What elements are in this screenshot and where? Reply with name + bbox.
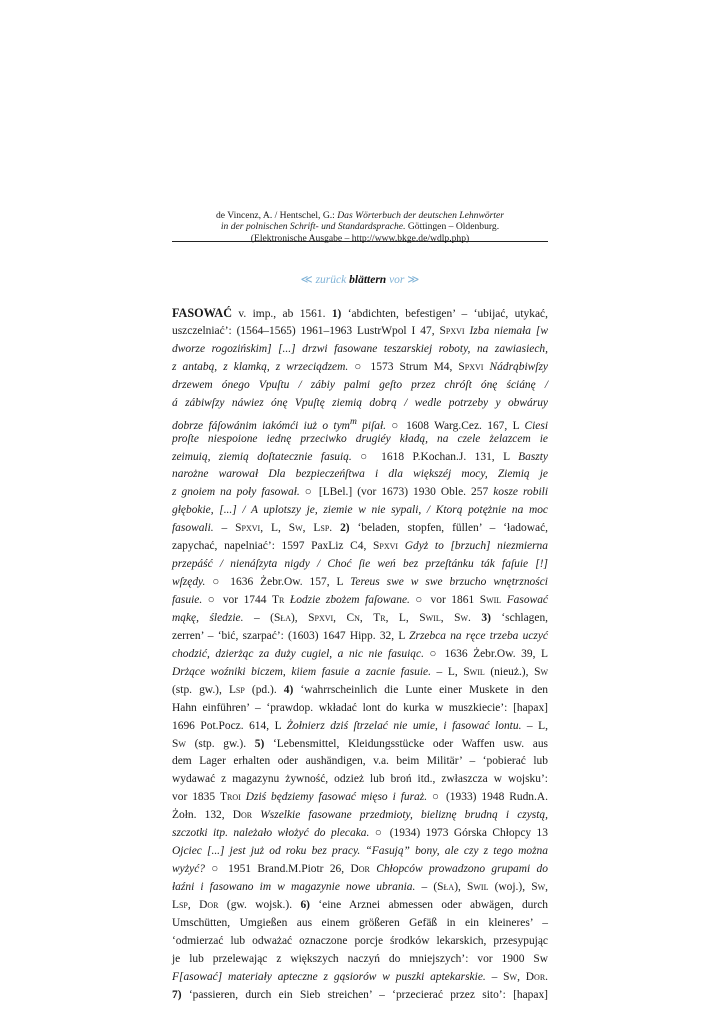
- entry-line: dem Lager erhalten oder aushändigen, v.a. beim Militär’ – ‘pobierać lub: [172, 755, 548, 768]
- header-rule: [172, 241, 548, 242]
- prev-arrow-icon[interactable]: ≪: [300, 274, 313, 286]
- dictionary-entry: [172, 305, 548, 1005]
- entry-line: F[asować] materiały apteczne z gąsiorów w puszki aptekarskie. – Sw, Dor.: [172, 970, 549, 983]
- citation-line-3: (Elektronische Ausgabe – http://www.bkge.de/wdlp.php): [250, 232, 470, 244]
- next-arrow-icon[interactable]: ≫: [407, 274, 420, 286]
- entry-line: á zábiwſzy náwiez ónę Vpuſtę ziemią dobrą / wedle potrzeby y obwáruy: [172, 396, 548, 409]
- entry-line: (stp. gw.), Lsp (pd.). 4) ‘wahrrscheinlich die Lunte einer Muskete in den: [172, 683, 548, 696]
- page-navigation: [172, 273, 548, 287]
- entry-line: vor 1835 Troi Dziś będziemy fasować mięso i furaż. ○ (1933) 1948 Rudn.A.: [172, 791, 549, 804]
- entry-line: je lub przelewając z większych naczyń do mniejszych’: vor 1900 Sw: [172, 952, 548, 965]
- entry-line: fasowali. – Spxvi, L, Sw, Lsp. 2) ‘beladen, stopfen, füllen’ – ‘ładować,: [172, 522, 549, 535]
- entry-line: Hahn einführen’ – ‘prawdop. wkładać lont do kurka w muszkiecie’: [hapax]: [172, 701, 548, 714]
- entry-line: zerren’ – ‘bić, szarpać’: (1603) 1647 Hipp. 32, L Zrzebca na ręce trzeba uczyć: [172, 629, 548, 642]
- entry-line: Umschütten, Umgießen aus einem größeren Gefäß in ein kleineres’ –: [172, 916, 548, 929]
- entry-line: mąkę, śledzie. – (Sła), Spxvi, Cn, Tr, L, Swil, Sw. 3) ‘schlagen,: [172, 611, 549, 624]
- entry-line: głębokie, [...] / A uplotszy je, ziemie w nie sypali, / Ktorą potężnie na moc: [172, 504, 548, 517]
- browse-label: blättern: [349, 274, 387, 286]
- entry-line: przepáść / nienáſzyta nigdy / Choć ſie weń bez przeſtánku ták faſuie [!]: [172, 558, 548, 571]
- entry-line: FASOWAĆ v. imp., ab 1561. 1) ‘abdichten, befestigen’ – ‘ubijać, utykać,: [172, 306, 548, 320]
- entry-line: drzewem ónego Vpuſtu / zábiy palmi geſto przez chróſt ónę ściánę /: [172, 378, 548, 391]
- entry-line: Lsp, Dor (gw. wojsk.). 6) ‘eine Arznei abmessen oder abwägen, durch: [172, 898, 548, 911]
- entry-line: fasuie. ○ vor 1744 Tr Łodzie zbożem faſowane. ○ vor 1861 Swil Fasować: [172, 594, 548, 606]
- entry-line: proſte niespoione iednę przeciwko drugiéy kładą, na czele żelazcem ie: [172, 432, 548, 445]
- entry-line: Żołn. 132, Dor Wszelkie fasowane przedmioty, bieliznę brudną i czystą,: [172, 809, 548, 822]
- entry-line: z antabą, z klamką, z wrzeciądzem. ○ 1573 Strum M4, Spxvi Nádrąbiwſzy: [172, 360, 548, 373]
- entry-line: zapychać, napelniać’: 1597 PaxLiz C4, Spxvi Gdyż to [brzuch] niezmierna: [172, 540, 548, 553]
- entry-line: Sw (stp. gw.). 5) ‘Lebensmittel, Kleidungsstücke oder Waffen usw. aus: [172, 737, 549, 750]
- entry-line: Ojciec [...] jest już od roku bez pracy. “Fasują” bony, ale czy z tego można: [172, 845, 548, 858]
- entry-line: dworze rogozińskim] [...] drzwi fasowane teszarskiej roboty, na zawiasiech,: [172, 342, 548, 355]
- headword: FASOWAĆ: [172, 306, 233, 320]
- back-link[interactable]: zurück: [315, 274, 347, 286]
- entry-line: ‘odmierzać lub odważać oznaczone porcje środków lekarskich, przesypując: [172, 934, 548, 947]
- entry-line: zeimuią, ziemią doſtatecznie fasuią. ○ 1618 P.Kochan.J. 131, L Baszty: [172, 450, 548, 463]
- entry-line: 1696 Pot.Pocz. 614, L Żołnierz dziś ſtrzelać nie umie, i fasować lontu. – L,: [172, 719, 548, 732]
- entry-line: dobrze fáſowánim iakómći iuż o tym$^m$ piſał. ○ 1608 Warg.Cez. 167, L Ciesi: [172, 415, 548, 432]
- citation-line-1: de Vincenz, A. / Hentschel, G.: Das Wörterbuch der deutschen Lehnwörter: [215, 210, 505, 221]
- entry-line: wydawać z magazynu żywność, odzież lub broń itd., zwłaszcza w wojsku’:: [172, 773, 548, 786]
- entry-line: wſzędy. ○ 1636 Żebr.Ow. 157, L Tereus swe w swe brzucho wnętrzności: [172, 576, 548, 589]
- entry-line: narożne warował Dla bezpieczeńſtwa i dla większéj mocy, Ziemią je: [172, 468, 548, 481]
- entry-line: chodzić, dzierżąc za duży cugiel, a nic nie fasuiąc. ○ 1636 Żebr.Ow. 39, L: [172, 647, 548, 660]
- entry-line: wyżyć? ○ 1951 Brand.M.Piotr 26, Dor Chłopców prowadzono grupami do: [172, 863, 548, 876]
- entry-line: 7) ‘passieren, durch ein Sieb streichen’ – ‘przecierać przez sito’: [hapax]: [172, 988, 548, 1001]
- citation-header: [172, 210, 548, 244]
- forward-link[interactable]: vor: [389, 274, 405, 286]
- entry-line: szczotki itp. należało włożyć do plecaka. ○ (1934) 1973 Górska Chłopcy 13: [172, 827, 548, 840]
- entry-line: Drżące woźniki biczem, kiiem fasuie a zacnie fasuie. – L, Swil (nieuż.), Sw: [172, 665, 548, 678]
- entry-line: łaźni i fasowano im w magazynie nowe ubrania. – (Sła), Swil (woj.), Sw,: [172, 881, 548, 893]
- citation-line-2: in der polnischen Schrift- und Standardsprache. Göttingen – Oldenburg.: [220, 221, 500, 233]
- entry-line: z gnoiem na poły fasował. ○ [LBel.] (vor 1673) 1930 Oble. 257 kosze robili: [172, 486, 548, 499]
- entry-line: uszczelniać’: (1564–1565) 1961–1963 LustrWpol I 47, Spxvi Izba niemała [w: [172, 324, 548, 337]
